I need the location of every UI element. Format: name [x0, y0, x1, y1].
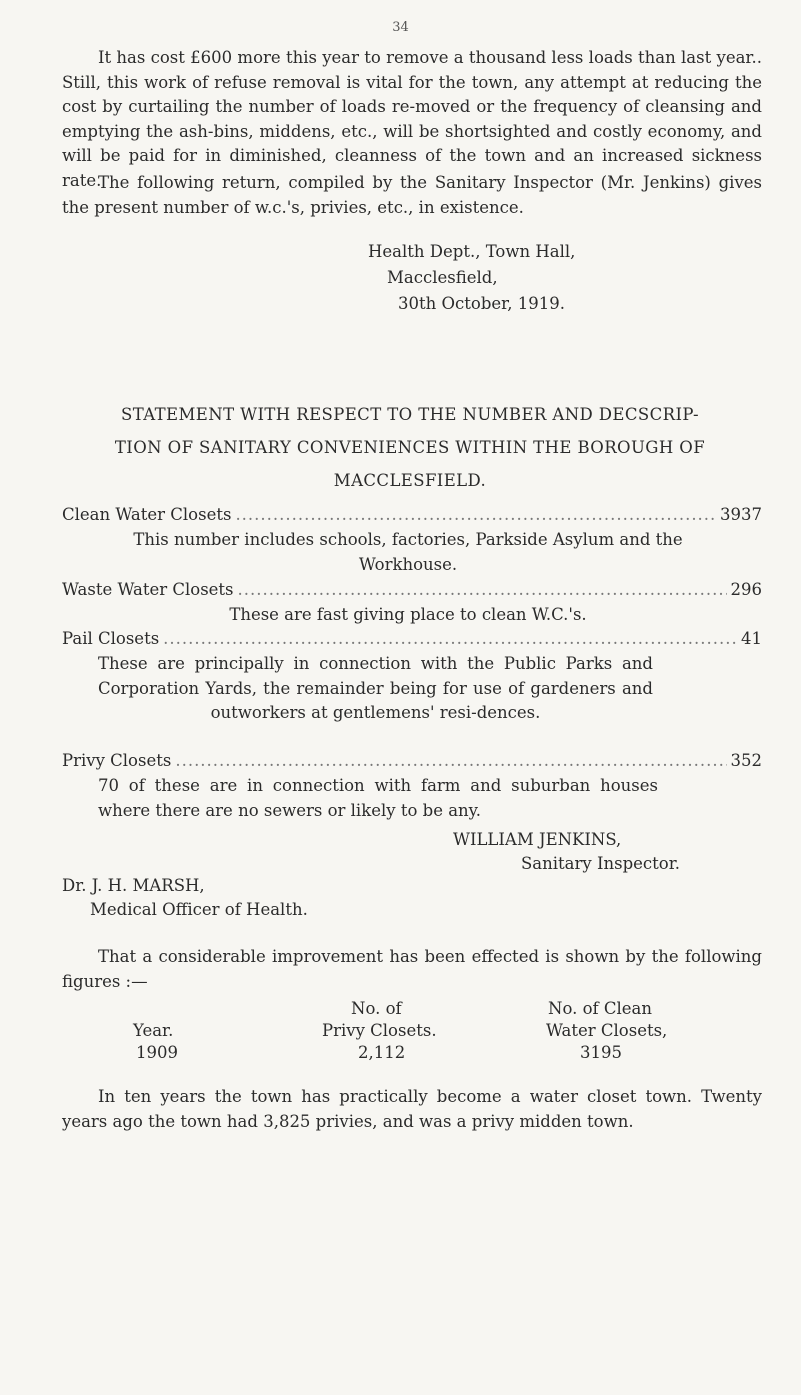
item-note-privy-closets: 70 of these are in connection with farm and suburban houses where there are no sewers or likely to be any.: [98, 776, 658, 820]
page-number: 34: [392, 20, 409, 35]
header-year: Year.: [133, 1021, 174, 1040]
item-label: Clean Water Closets: [62, 505, 232, 524]
address-line-2: Macclesfield,: [387, 268, 498, 287]
item-value: 296: [730, 580, 762, 599]
moh-title: Medical Officer of Health.: [90, 900, 308, 919]
inspector-name: WILLIAM JENKINS,: [453, 830, 622, 849]
item-value: 41: [741, 629, 762, 648]
moh-name: Dr. J. H. MARSH,: [62, 876, 205, 895]
header-water-line-2: Water Closets,: [546, 1021, 668, 1040]
item-note-clean-water-closets: This number includes schools, factories, Parkside Asylum and the Workhouse.: [133, 530, 683, 574]
item-label: Waste Water Closets: [62, 580, 234, 599]
paragraph-improvement: That a considerable improvement has been effected is shown by the following figures :—: [62, 947, 762, 991]
item-label: Privy Closets: [62, 751, 172, 770]
heading-line-1: STATEMENT WITH RESPECT TO THE NUMBER AND DECSCRIP-: [121, 405, 699, 424]
address-line-1: Health Dept., Town Hall,: [368, 242, 576, 261]
paragraph-return-intro: The following return, compiled by the Sanitary Inspector (Mr. Jenkins) gives the present number of w.c.'s, privies, etc., in existence.: [62, 173, 762, 217]
inspector-title: Sanitary Inspector.: [521, 854, 681, 873]
item-value: 3937: [720, 505, 762, 524]
cell-water-count: 3195: [580, 1043, 622, 1062]
item-note-pail-closets: These are principally in connection with the Public Parks and Corporation Yards, the remainder being for use of gardeners and outworkers at gentlemens' resi-dences.: [98, 654, 653, 722]
item-value: 352: [730, 751, 762, 770]
item-note-waste-water-closets: These are fast giving place to clean W.C.'s.: [229, 605, 587, 624]
cell-year: 1909: [136, 1043, 178, 1062]
heading-line-2: TION OF SANITARY CONVENIENCES WITHIN THE BOROUGH OF: [114, 438, 706, 457]
paragraph-conclusion: In ten years the town has practically become a water closet town. Twenty years ago the town had 3,825 privies, and was a privy midden town.: [62, 1087, 762, 1131]
cell-privy-count: 2,112: [358, 1043, 406, 1062]
header-privy-line-1: No. of: [351, 999, 402, 1018]
paragraph-refuse-removal: It has cost £600 more this year to remove a thousand less loads than last year.. Still, this work of refuse removal is vital for the town, any attempt at reducing the cost by curtailing the number of loads re-moved or the frequency of cleansing and emptying the ash-bins, middens, etc., will be shortsighted and costly economy, and will be paid for in diminished, cleanness of the town and an increased sickness rate.: [62, 48, 762, 190]
item-label: Pail Closets: [62, 629, 160, 648]
address-line-3: 30th October, 1919.: [398, 294, 565, 313]
heading-line-3: MACCLESFIELD.: [333, 471, 487, 490]
header-water-line-1: No. of Clean: [548, 999, 652, 1018]
header-privy-line-2: Privy Closets.: [322, 1021, 437, 1040]
